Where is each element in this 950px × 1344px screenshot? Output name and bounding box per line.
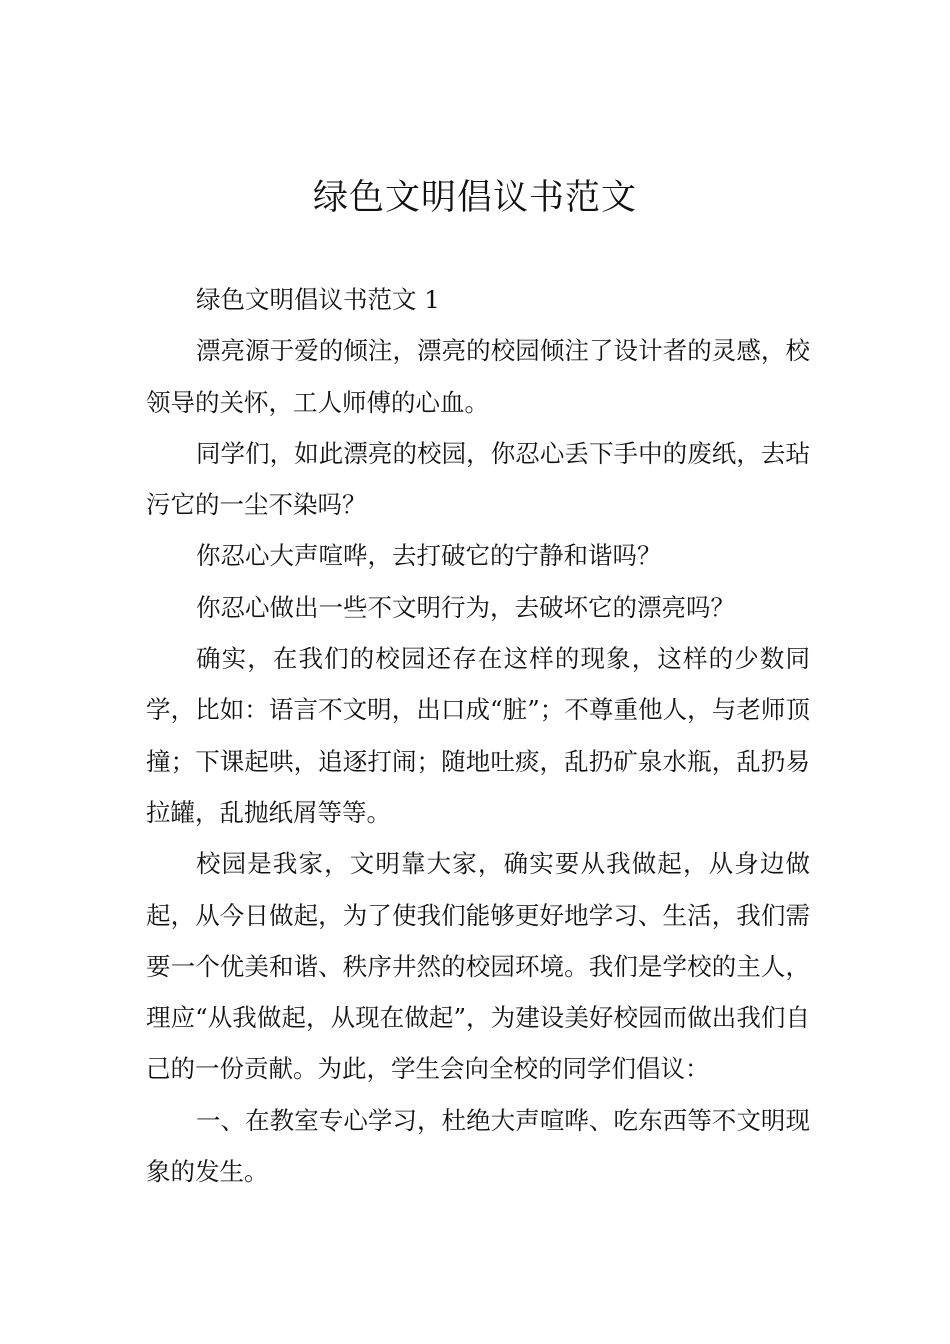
document-body <box>146 274 810 1197</box>
document-title: 绿色文明倡议书范文 <box>312 178 637 218</box>
paragraph: 漂亮源于爱的倾注，漂亮的校园倾注了设计者的灵感，校领导的关怀，工人师傅的心血。 <box>146 336 810 417</box>
paragraph: 你忍心做出一些不文明行为，去破坏它的漂亮吗？ <box>196 592 735 622</box>
paragraph: 校园是我家，文明靠大家，确实要从我做起，从身边做起，从今日做起，为了使我们能够更好地学习、生活，我们需要一个优美和谐、秩序井然的校园环境。我们是学校的主人，理应“从我做起，从现在做起”，为建设美好校园而做出我们自己的一份贡献。为此，学生会向全校的同学们倡议： <box>146 849 810 1084</box>
paragraph: 同学们，如此漂亮的校园，你忍心丢下手中的废纸，去玷污它的一尘不染吗？ <box>146 438 810 520</box>
section-heading: 绿色文明倡议书范文 1 <box>196 285 440 314</box>
paragraph: 确实，在我们的校园还存在这样的现象，这样的少数同学，比如：语言不文明，出口成“脏”；不尊重他人，与老师顶撞；下课起哄，追逐打闹；随地吐痰，乱扔矿泉水瓶，乱扔易拉罐，乱抛纸屑等等。 <box>146 644 810 827</box>
paragraph: 你忍心大声喧哗，去打破它的宁静和谐吗？ <box>196 541 662 571</box>
paragraph: 一、在教室专心学习，杜绝大声喧哗、吃东西等不文明现象的发生。 <box>146 1105 810 1187</box>
